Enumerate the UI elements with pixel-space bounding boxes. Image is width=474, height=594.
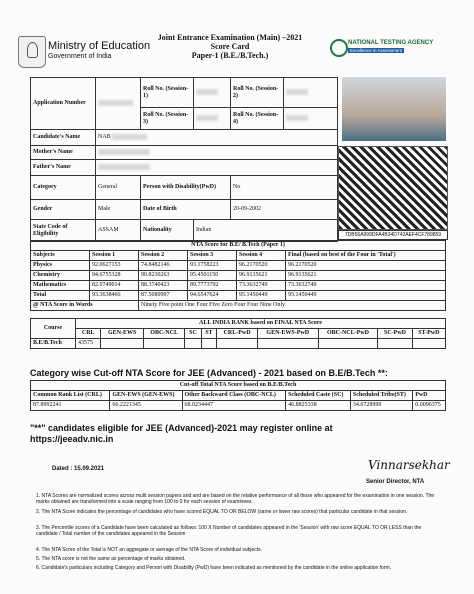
- gender-label: Gender: [31, 200, 96, 220]
- table-row: [31, 281, 446, 291]
- rank-value: [318, 339, 378, 349]
- course-value: B.E/B.Tech: [31, 339, 76, 349]
- mother-name-value: [96, 146, 338, 160]
- note-item: 2. The NTA Score indicates the percentage of candidates who have scored EQUAL TO OR BELOW (same or lower raw scores) that particular candidate in that session.: [36, 509, 408, 515]
- rank-value: 43575: [76, 339, 101, 349]
- ministry-name: Ministry of Education: [48, 40, 151, 52]
- score-cell: 73.3632749: [286, 281, 446, 291]
- score-cell: 94.6547624: [188, 291, 237, 301]
- rank-table: [30, 318, 446, 349]
- category-value: General: [96, 176, 141, 200]
- score-cell: 96.9135621: [237, 271, 286, 281]
- cutoff-value: 66.2221345: [110, 401, 182, 411]
- course-label: Course: [31, 319, 76, 339]
- pwd-value: No: [231, 176, 338, 200]
- cutoff-header: GEN-EWS (GEN-EWS): [110, 391, 182, 401]
- national-emblem-icon: [18, 36, 46, 68]
- rank-value: [185, 339, 201, 349]
- dob-value: 20-09-2002: [231, 200, 338, 220]
- roll3-value: [194, 108, 231, 130]
- cutoff-value: 46.8825338: [286, 401, 351, 411]
- roll3-label: Roll No. (Session-3): [141, 108, 194, 130]
- roll2-label: Roll No. (Session-2): [231, 78, 284, 108]
- score-cell: 93.1758223: [188, 261, 237, 271]
- director-signature: Vinnarsekhar: [368, 458, 450, 472]
- cutoff-caption: Cut-off Total NTA Score based on B.E/B.Tech: [31, 381, 446, 391]
- score-cell: 82.0749014: [90, 281, 139, 291]
- candidate-details-table: [30, 77, 338, 242]
- title-line-1: Joint Entrance Examination (Main) –2021: [157, 33, 303, 42]
- score-header: Final (based on best of the Four in 'Total'): [286, 251, 446, 261]
- score-cell: 87.5089997: [139, 291, 188, 301]
- scorecard-title: [140, 33, 320, 60]
- dob-label: Date of Birth: [141, 200, 231, 220]
- government-name: Government of India: [48, 53, 112, 60]
- cutoff-value: 0.0096375: [413, 401, 446, 411]
- score-cell: 94.6755328: [90, 271, 139, 281]
- rank-header: GEN-EWS: [101, 329, 143, 339]
- rank-header: OBC-NCL-PwD: [318, 329, 378, 339]
- candidate-name-text: NAB: [98, 134, 111, 140]
- score-header: Session 4: [237, 251, 286, 261]
- rank-header: SC-PwD: [378, 329, 412, 339]
- subject-cell: Chemistry: [31, 271, 90, 281]
- candidate-name-value: [96, 130, 338, 146]
- application-number-label: Application Number: [31, 78, 96, 130]
- cutoff-table: [30, 380, 446, 411]
- table-row: [31, 291, 446, 301]
- cutoff-value: 87.8992241: [31, 401, 110, 411]
- subject-cell: Total: [31, 291, 90, 301]
- roll1-label: Roll No. (Session-1): [141, 78, 194, 108]
- subject-cell: Mathematics: [31, 281, 90, 291]
- note-item: 4. The NTA Score of the Total is NOT an aggregate or average of the NTA Score of individual subjects.: [36, 547, 263, 553]
- table-row: [31, 271, 446, 281]
- note-item: 6. Candidate's particulars including Category and Person with Disability (PwD) have been indicated as mentioned by the candidate in the online application form.: [36, 565, 392, 571]
- nationality-label: Nationality: [141, 220, 194, 242]
- table-row: [31, 401, 446, 411]
- state-code-value: ASSAM: [96, 220, 141, 242]
- score-cell: 90.8230263: [139, 271, 188, 281]
- subject-cell: Physics: [31, 261, 90, 271]
- rank-header: SC: [185, 329, 201, 339]
- score-cell: 95.4501150: [188, 271, 237, 281]
- pwd-label: Person with Disability(PwD): [141, 176, 231, 200]
- state-code-label: State Code of Eligibility: [31, 220, 96, 242]
- score-cell: 96.2170520: [237, 261, 286, 271]
- nationality-value: Indian: [194, 220, 338, 242]
- rank-header: CRL: [76, 329, 101, 339]
- score-cell: 73.3632749: [237, 281, 286, 291]
- score-cell: 89.7773792: [188, 281, 237, 291]
- score-cell: 88.3740423: [139, 281, 188, 291]
- rank-header: OBC-NCL: [143, 329, 185, 339]
- mother-name-label: Mother's Name: [31, 146, 96, 160]
- issue-date: Dated : 15.09.2021: [52, 466, 105, 472]
- cutoff-header-row: [31, 391, 446, 401]
- cutoff-header: Other Backward Class (OBC-NCL): [182, 391, 286, 401]
- rank-header: GEN-EWS-PwD: [257, 329, 318, 339]
- cutoff-value: 68.0234447: [182, 401, 286, 411]
- eligibility-text: "**" candidates eligible for JEE (Advanced)-2021 may register online at: [30, 423, 333, 433]
- roll4-value: [284, 108, 338, 130]
- father-name-label: Father's Name: [31, 160, 96, 176]
- score-header: Session 3: [188, 251, 237, 261]
- title-line-2: Score Card: [210, 42, 250, 51]
- category-label: Category: [31, 176, 96, 200]
- table-row: [31, 339, 446, 349]
- score-cell: 95.1450449: [286, 291, 446, 301]
- rank-value: [201, 339, 217, 349]
- note-item: 5. The NTA score is not the same as percentage of marks obtained.: [36, 556, 186, 562]
- score-words-value: Ninety Five point One Four Five Zero Four Four Nine Only: [139, 301, 446, 311]
- application-number-value: [96, 78, 141, 130]
- cutoff-value: 34.6728999: [350, 401, 412, 411]
- qr-code-text: 7DB56A999DFA4B34D742AEF4CF789859: [338, 230, 448, 240]
- score-cell: 74.8482146: [139, 261, 188, 271]
- score-header: Session 2: [139, 251, 188, 261]
- rank-header-row: [31, 329, 446, 339]
- rank-value: [143, 339, 185, 349]
- score-words-label: @ NTA Score in Words: [31, 301, 139, 311]
- roll4-label: Roll No. (Session-4): [231, 108, 284, 130]
- nta-logo-icon: [330, 39, 348, 57]
- score-header: Session 1: [90, 251, 139, 261]
- score-caption: NTA Score for B.E/ B.Tech (Paper 1): [31, 241, 446, 251]
- agency-name: NATIONAL TESTING AGENCY: [348, 40, 434, 46]
- score-header: Subjects: [31, 251, 90, 261]
- cutoff-header: Scheduled Tribe(ST): [350, 391, 412, 401]
- rank-value: [101, 339, 143, 349]
- rank-header: ST: [201, 329, 217, 339]
- roll2-value: [284, 78, 338, 108]
- cutoff-heading: Category wise Cut-off NTA Score for JEE (Advanced) - 2021 based on B.E/B.Tech **:: [30, 368, 388, 378]
- score-cell: 96.9135621: [286, 271, 446, 281]
- score-header-row: [31, 251, 446, 261]
- father-name-value: [96, 160, 338, 176]
- jee-advanced-link[interactable]: https://jeeadv.nic.in: [30, 434, 114, 444]
- rank-value: [412, 339, 445, 349]
- note-item: 1. NTA Scores are normalized scores across multi session papers and and are based on the relative performance of all those who appeared for the examination in one session. The marks obtained are transformed into a scale ranging from 100 to 0 for each session of examinees.: [36, 493, 435, 505]
- title-line-3: Paper-1 (B.E./B.Tech.): [191, 51, 269, 60]
- cutoff-header: PwD: [413, 391, 446, 401]
- rank-header: ST-PwD: [412, 329, 445, 339]
- gender-value: Male: [96, 200, 141, 220]
- nta-score-table: [30, 240, 446, 311]
- candidate-photo: [342, 77, 446, 141]
- score-cell: 96.2170520: [286, 261, 446, 271]
- rank-header: CRL-PwD: [217, 329, 258, 339]
- note-item: 3. The Percentile scores of a Candidate have been calculated as follows: 100 X Number of candidates appeared in the 'Session' with raw score EQUAL TO OR LESS than the candidate / Total number of the candidates appeared in the Session: [36, 525, 422, 537]
- score-cell: 93.3638466: [90, 291, 139, 301]
- agency-tagline: Excellence in Assessment: [350, 48, 403, 53]
- director-designation: Senior Director, NTA: [366, 479, 425, 485]
- roll1-value: [194, 78, 231, 108]
- rank-value: [257, 339, 318, 349]
- score-cell: 92.0627153: [90, 261, 139, 271]
- rank-value: [217, 339, 258, 349]
- cutoff-header: Scheduled Caste (SC): [286, 391, 351, 401]
- table-row: [31, 261, 446, 271]
- cutoff-header: Common Rank List (CRL): [31, 391, 110, 401]
- rank-caption: ALL INDIA RANK based on FINAL NTA Score: [76, 319, 446, 329]
- score-cell: 95.1450449: [237, 291, 286, 301]
- qr-code-icon: [338, 146, 448, 230]
- rank-value: [378, 339, 412, 349]
- candidate-name-label: Candidate's Name: [31, 130, 96, 146]
